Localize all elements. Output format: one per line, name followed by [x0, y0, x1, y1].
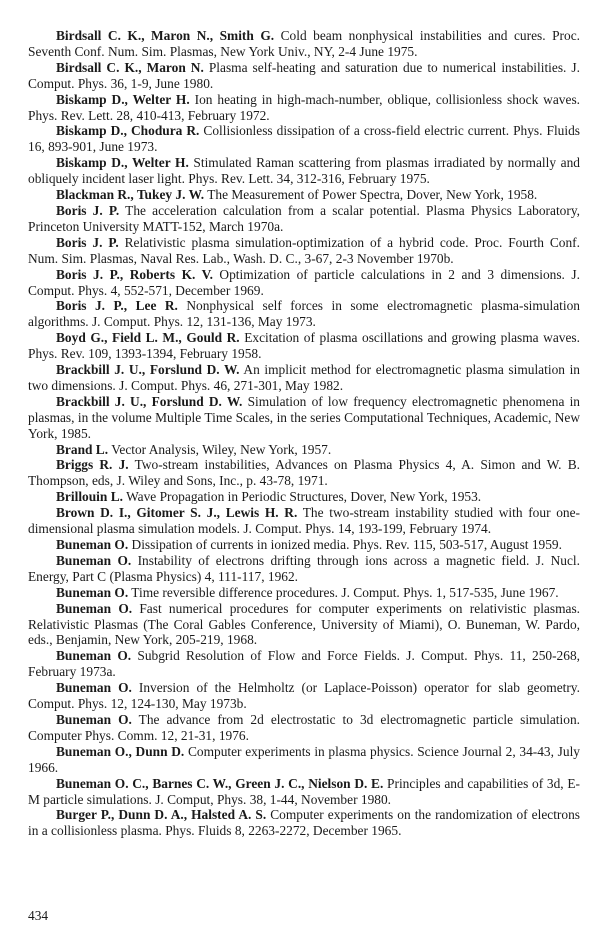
reference-text: Plasma self-heating and saturation due to numerical instabilities. J. Comput. Phys. 36, 1-9, June 1980.	[28, 59, 580, 91]
reference-entry	[28, 123, 580, 155]
reference-authors: Brackbill J. U., Forslund D. W.	[56, 362, 240, 378]
reference-text: Instability of electrons drifting through ions across a magnetic field. J. Nucl. Energy, Part C (Plasma Physics) 4, 111-117, 1962.	[28, 552, 580, 584]
reference-authors: Brand L.	[56, 441, 109, 457]
reference-text: Computer experiments on the randomization of electrons in a collisionless plasma. Phys. Fluids 8, 2263-2272, December 1965.	[28, 807, 580, 839]
reference-authors: Buneman O.	[56, 584, 129, 600]
reference-entry	[28, 712, 580, 744]
reference-text: Ion heating in high-mach-number, oblique, collisionless shock waves. Phys. Rev. Lett. 28, 410-413, February 1972.	[28, 91, 580, 123]
reference-list	[28, 28, 580, 839]
reference-text: Excitation of plasma oscillations and growing plasma waves. Phys. Rev. 109, 1393-1394, February 1958.	[28, 330, 580, 362]
reference-text: Two-stream instabilities, Advances on Plasma Physics 4, A. Simon and W. B. Thompson, eds, J. Wiley and Sons, Inc., p. 43-78, 1971.	[28, 457, 580, 489]
reference-text: Simulation of low frequency electromagnetic phenomena in plasmas, in the volume Multiple Time Scales, in the series Computational Techniques, Academic, New York, 1985.	[28, 393, 581, 441]
reference-authors: Brown D. I., Gitomer S. J., Lewis H. R.	[56, 505, 298, 521]
reference-text: Subgrid Resolution of Flow and Force Fields. J. Comput. Phys. 11, 250-268, February 1973a.	[28, 648, 580, 680]
reference-entry	[28, 442, 580, 458]
reference-entry	[28, 394, 580, 442]
page-number: 434	[28, 908, 49, 923]
reference-entry	[28, 267, 580, 299]
reference-entry	[28, 457, 580, 489]
reference-authors: Biskamp D., Chodura R.	[56, 123, 200, 139]
reference-text: Wave Propagation in Periodic Structures, Dover, New York, 1953.	[122, 489, 482, 505]
reference-entry	[28, 585, 580, 601]
reference-authors: Brillouin L.	[56, 489, 123, 505]
reference-text: Stimulated Raman scattering from plasmas irradiated by normally and obliquely incident laser light. Phys. Rev. Lett. 34, 312-316, February 1975.	[28, 155, 580, 187]
reference-authors: Biskamp D., Welter H.	[56, 91, 190, 107]
reference-authors: Buneman O.	[56, 552, 132, 568]
reference-authors: Buneman O., Dunn D.	[56, 743, 185, 759]
reference-entry	[28, 648, 580, 680]
reference-entry	[28, 776, 580, 808]
reference-text: The advance from 2d electrostatic to 3d electromagnetic particle simulation. Computer Phys. Comm. 12, 21-31, 1976.	[28, 711, 580, 743]
reference-authors: Boris J. P.	[56, 234, 119, 250]
reference-entry	[28, 298, 580, 330]
reference-authors: Buneman O.	[56, 600, 133, 616]
reference-text: Computer experiments in plasma physics. Science Journal 2, 34-43, July 1966.	[28, 743, 580, 775]
reference-entry	[28, 92, 580, 124]
reference-authors: Boyd G., Field L. M., Gould R.	[56, 330, 240, 346]
reference-text: Optimization of particle calculations in 2 and 3 dimensions. J. Comput. Phys. 4, 552-571, December 1969.	[28, 266, 580, 298]
reference-text: An implicit method for electromagnetic plasma simulation in two dimensions. J. Comput. Phys. 46, 271-301, May 1982.	[28, 362, 581, 393]
reference-text: The Measurement of Power Spectra, Dover, New York, 1958.	[204, 187, 538, 203]
reference-authors: Buneman O.	[56, 648, 132, 664]
reference-authors: Buneman O.	[56, 711, 132, 727]
reference-authors: Boris J. P., Lee R.	[56, 298, 178, 314]
reference-authors: Buneman O. C., Barnes C. W., Green J. C., Nielson D. E.	[56, 775, 384, 791]
reference-text: The two-stream instability studied with four one-dimensional plasma simulation models. J. Comput. Phys. 14, 193-199, February 1974.	[28, 505, 581, 537]
reference-entry	[28, 28, 580, 60]
reference-authors: Buneman O.	[56, 537, 129, 552]
reference-text: Relativistic plasma simulation-optimization of a hybrid code. Proc. Fourth Conf. Num. Sim. Plasmas, Naval Res. Lab., Wash. D. C., 3-67, 2-3 November 1970b.	[28, 234, 580, 266]
reference-entry	[28, 537, 580, 553]
reference-text: Time reversible difference procedures. J. Comput. Phys. 1, 517-535, June 1967.	[128, 584, 559, 600]
reference-text: Vector Analysis, Wiley, New York, 1957.	[108, 441, 332, 457]
reference-authors: Brackbill J. U., Forslund D. W.	[56, 393, 243, 409]
reference-entry	[28, 203, 580, 235]
reference-authors: Birdsall C. K., Maron N., Smith G.	[56, 28, 275, 43]
reference-text: Fast numerical procedures for computer experiments on relativistic plasmas. Relativistic Plasmas (The Coral Gables Conference, University of Miami), O. Buneman, W. Pardo, eds., Benjamin, New York, 205-219, 1968.	[28, 600, 580, 648]
reference-entry	[28, 601, 580, 649]
reference-entry	[28, 744, 580, 776]
reference-authors: Burger P., Dunn D. A., Halsted A. S.	[56, 807, 267, 823]
reference-entry	[28, 330, 580, 362]
reference-entry	[28, 155, 580, 187]
reference-text: Principles and capabilities of 3d, E-M particle simulations. J. Comput, Phys. 38, 1-44, November 1980.	[28, 775, 580, 807]
reference-entry	[28, 680, 580, 712]
reference-entry	[28, 505, 580, 537]
reference-authors: Boris J. P., Roberts K. V.	[56, 266, 213, 282]
reference-authors: Birdsall C. K., Maron N.	[56, 59, 204, 75]
reference-entry	[28, 187, 580, 203]
reference-authors: Buneman O.	[56, 680, 132, 696]
reference-authors: Boris J. P.	[56, 202, 120, 218]
reference-text: Dissipation of currents in ionized media. Phys. Rev. 115, 503-517, August 1959.	[128, 537, 562, 552]
reference-entry	[28, 362, 580, 394]
reference-entry	[28, 807, 580, 839]
reference-text: Cold beam nonphysical instabilities and cures. Proc. Seventh Conf. Num. Sim. Plasmas, New York Univ., NY, 2-4 June 1975.	[28, 28, 580, 59]
reference-authors: Briggs R. J.	[56, 457, 129, 473]
reference-text: The acceleration calculation from a scalar potential. Plasma Physics Laboratory, Princeton University MATT-152, March 1970a.	[28, 202, 580, 234]
reference-entry	[28, 235, 580, 267]
reference-entry	[28, 60, 580, 92]
reference-authors: Blackman R., Tukey J. W.	[56, 187, 205, 203]
reference-text: Collisionless dissipation of a cross-field electric current. Phys. Fluids 16, 893-901, June 1973.	[28, 123, 580, 155]
reference-text: Inversion of the Helmholtz (or Laplace-Poisson) operator for slab geometry. Comput. Phys. 12, 124-130, May 1973b.	[28, 680, 580, 712]
reference-entry	[28, 553, 580, 585]
reference-authors: Biskamp D., Welter H.	[56, 155, 189, 171]
reference-entry	[28, 489, 580, 505]
reference-text: Nonphysical self forces in some electromagnetic plasma-simulation algorithms. J. Comput. Phys. 12, 131-136, May 1973.	[28, 298, 580, 330]
